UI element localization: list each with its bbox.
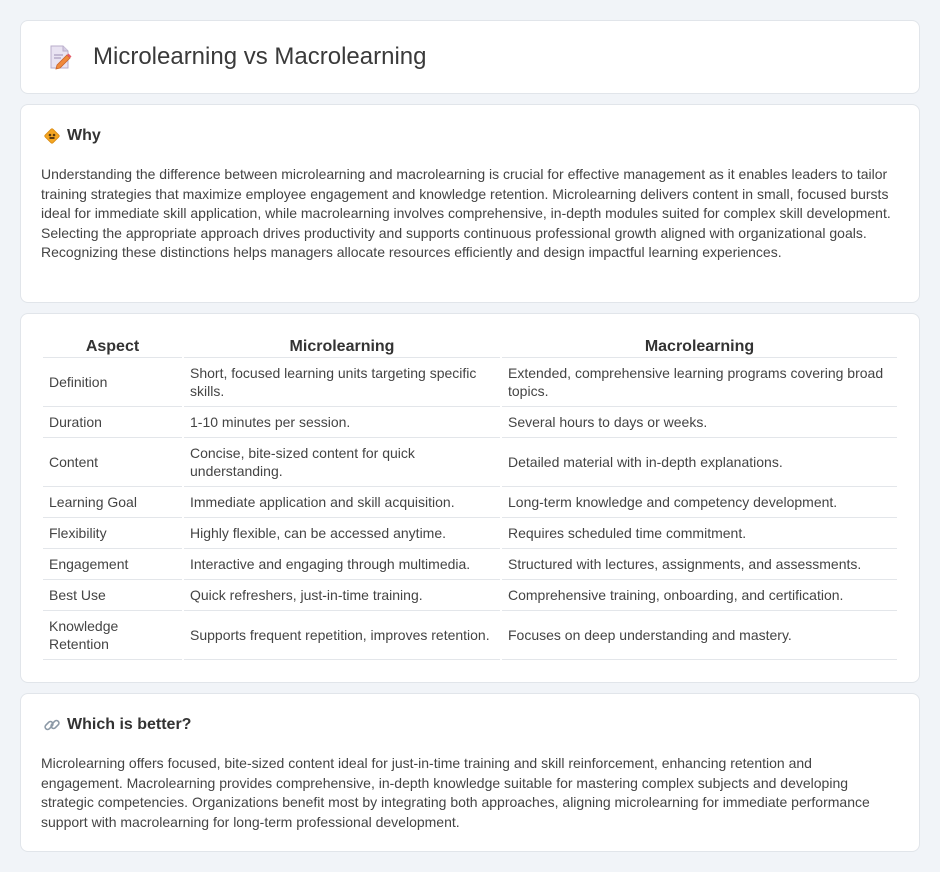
which-is-better-heading	[43, 716, 191, 734]
table-cell: Detailed material with in-depth explanations.	[502, 438, 897, 487]
table-cell: Requires scheduled time commitment.	[502, 518, 897, 549]
comparison-section	[20, 313, 920, 683]
table-cell: Supports frequent repetition, improves retention.	[184, 611, 500, 660]
table-header-row	[43, 334, 897, 358]
table-cell: Flexibility	[43, 518, 182, 549]
table-cell: Long-term knowledge and competency development.	[502, 487, 897, 518]
table-cell: Short, focused learning units targeting specific skills.	[184, 358, 500, 407]
which-is-better-title: Which is better?	[67, 716, 192, 733]
table-cell: Best Use	[43, 580, 182, 611]
column-header-aspect: Aspect	[43, 334, 182, 358]
table-cell: Several hours to days or weeks.	[502, 407, 897, 438]
table-cell: Engagement	[43, 549, 182, 580]
table-cell: Knowledge Retention	[43, 611, 182, 660]
table-cell: 1-10 minutes per session.	[184, 407, 500, 438]
why-section	[20, 104, 920, 303]
table-cell: Duration	[43, 407, 182, 438]
why-paragraph: Understanding the difference between microlearning and macrolearning is crucial for effective management as it enables leaders to tailor training strategies that maximize employee engagement and knowledge retention. Microlearning delivers content in small, focused bursts ideal for immediate skill application, while macrolearning involves comprehensive, in-depth modules suited for complex skill development. Selecting the appropriate approach drives productivity and supports continuous professional growth aligned with organizational goals. Recognizing these distinctions helps managers allocate resources efficiently and design impactful learning experiences.	[41, 166, 891, 260]
which-is-better-paragraph: Microlearning offers focused, bite-sized content ideal for just-in-time training and skill reinforcement, enhancing retention and engagement. Macrolearning provides comprehensive, in-depth knowledge suitable for mastering complex subjects and developing strategic competencies. Organizations benefit most by integrating both approaches, aligning microlearning for immediate performance support with macrolearning for long-term professional development.	[41, 755, 870, 830]
table-cell: Immediate application and skill acquisition.	[184, 487, 500, 518]
table-cell: Focuses on deep understanding and mastery.	[502, 611, 897, 660]
page-title: Microlearning vs Macrolearning	[93, 43, 427, 70]
document-pencil-icon	[47, 44, 73, 70]
table-cell: Content	[43, 438, 182, 487]
comparison-table	[41, 334, 899, 660]
table-row	[43, 487, 897, 518]
table-cell: Learning Goal	[43, 487, 182, 518]
header-card	[20, 20, 920, 94]
table-cell: Concise, bite-sized content for quick understanding.	[184, 438, 500, 487]
why-title: Why	[67, 127, 101, 144]
table-cell: Comprehensive training, onboarding, and certification.	[502, 580, 897, 611]
table-row	[43, 611, 897, 660]
column-header-macrolearning: Macrolearning	[502, 334, 897, 358]
table-cell: Structured with lectures, assignments, and assessments.	[502, 549, 897, 580]
table-row	[43, 358, 897, 407]
table-row	[43, 549, 897, 580]
table-cell: Interactive and engaging through multimedia.	[184, 549, 500, 580]
table-row	[43, 438, 897, 487]
table-cell: Extended, comprehensive learning programs covering broad topics.	[502, 358, 897, 407]
table-cell: Quick refreshers, just-in-time training.	[184, 580, 500, 611]
table-row	[43, 580, 897, 611]
table-cell: Highly flexible, can be accessed anytime.	[184, 518, 500, 549]
column-header-microlearning: Microlearning	[184, 334, 500, 358]
table-cell: Definition	[43, 358, 182, 407]
why-heading	[43, 127, 101, 145]
table-row	[43, 407, 897, 438]
diamond-sign-icon	[43, 127, 61, 145]
link-icon	[43, 716, 61, 734]
which-is-better-section	[20, 693, 920, 852]
table-row	[43, 518, 897, 549]
